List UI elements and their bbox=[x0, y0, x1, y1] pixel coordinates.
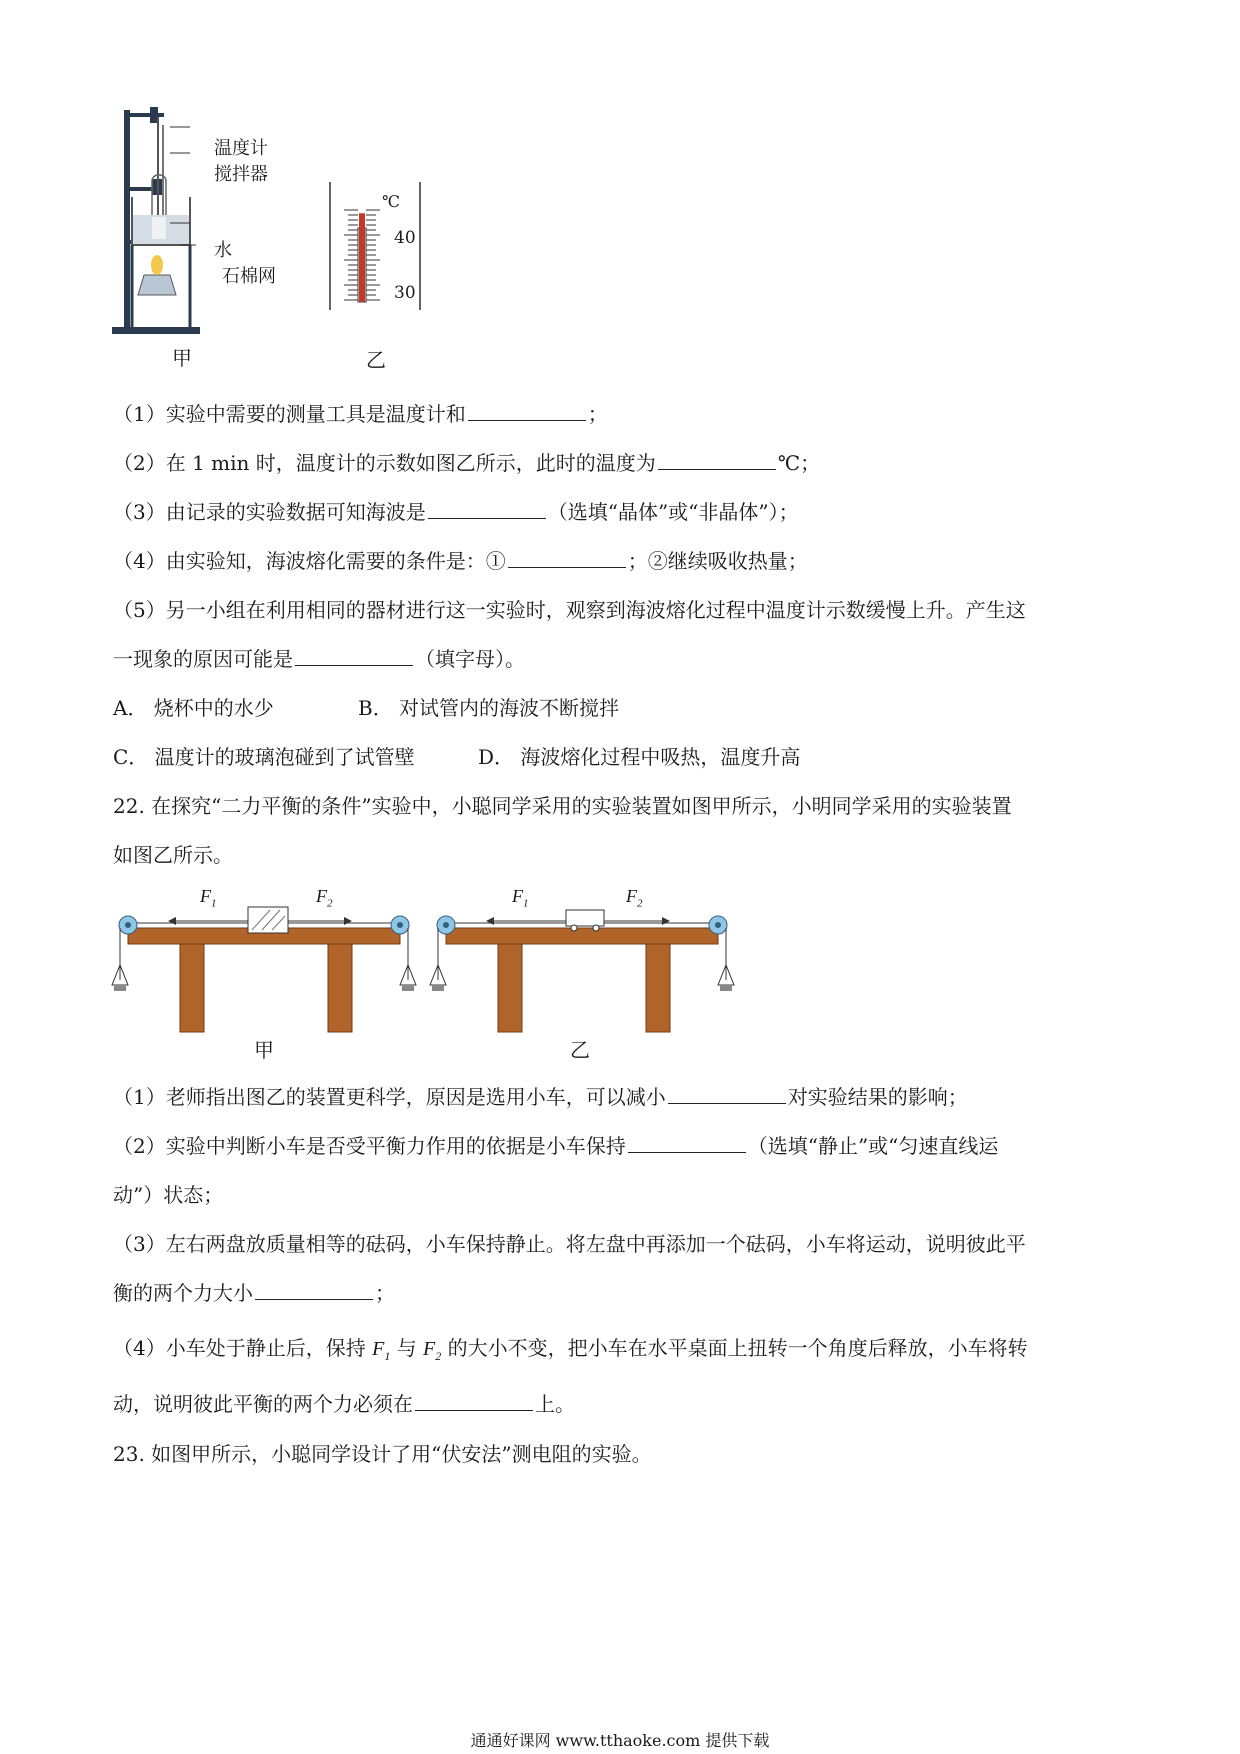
answer-blank[interactable] bbox=[658, 449, 776, 470]
q21-part5-line2: 一现象的原因可能是 （填字母）。 bbox=[113, 647, 525, 671]
q22-part2: （2）实验中判断小车是否受平衡力作用的依据是小车保持 （选填“静止”或“匀速直线运 bbox=[113, 1134, 999, 1158]
answer-blank[interactable] bbox=[468, 400, 586, 421]
q22-intro-line2: 如图乙所示。 bbox=[113, 843, 233, 867]
answer-blank[interactable] bbox=[508, 547, 626, 568]
label-stirrer: 搅拌器 bbox=[214, 164, 268, 185]
answer-blank[interactable] bbox=[668, 1083, 786, 1104]
q22-intro-line1: 22. 在探究“二力平衡的条件”实验中，小聪同学采用的实验装置如图甲所示，小明同学采用的实验装置 bbox=[113, 794, 1012, 818]
scale-tick-30: 30 bbox=[394, 283, 416, 303]
force-label-f1: $F_1$ bbox=[200, 886, 217, 910]
scale-unit-label: ℃ bbox=[382, 192, 400, 211]
answer-blank[interactable] bbox=[415, 1390, 533, 1411]
scale-tick-40: 40 bbox=[394, 228, 416, 248]
q21-part3: （3）由记录的实验数据可知海波是 （选填“晶体”或“非晶体”）； bbox=[113, 500, 799, 524]
answer-blank[interactable] bbox=[628, 1132, 746, 1153]
answer-blank[interactable] bbox=[255, 1279, 373, 1300]
answer-blank[interactable] bbox=[428, 498, 546, 519]
force-label-f2-b: $F_2$ bbox=[626, 886, 643, 910]
page-footer: 通通好课网 www.tthaoke.com 提供下载 bbox=[470, 1731, 770, 1750]
q22-part1: （1）老师指出图乙的装置更科学，原因是选用小车，可以减小 对实验结果的影响； bbox=[113, 1085, 968, 1109]
q21-option-b: B． 对试管内的海波不断搅拌 bbox=[358, 696, 620, 720]
balance-table-figure-a bbox=[110, 880, 420, 1035]
figure2-caption-a: 甲 bbox=[254, 1038, 274, 1062]
q22-part3-line2: 衡的两个力大小 ； bbox=[113, 1281, 395, 1305]
q22-part2-line2: 动”）状态； bbox=[113, 1183, 224, 1207]
label-asbestos-net: 石棉网 bbox=[222, 266, 276, 287]
force-label-f1-b: $F_1$ bbox=[512, 886, 529, 910]
q21-part5-line1: （5）另一小组在利用相同的器材进行这一实验时，观察到海波熔化过程中温度计示数缓慢上升。产生这 bbox=[113, 598, 1026, 622]
q21-part1: （1）实验中需要的测量工具是温度计和 ； bbox=[113, 402, 608, 426]
q21-part2: （2）在 1 min 时，温度计的示数如图乙所示，此时的温度为 ℃； bbox=[113, 451, 821, 475]
balance-table-figure-b bbox=[428, 880, 738, 1035]
force-label-f2: $F_2$ bbox=[316, 886, 333, 910]
q21-option-d: D． 海波熔化过程中吸热，温度升高 bbox=[478, 745, 801, 769]
q21-option-c: C． 温度计的玻璃泡碰到了试管壁 bbox=[113, 745, 415, 769]
figure2-caption-b: 乙 bbox=[570, 1038, 590, 1062]
label-thermometer: 温度计 bbox=[214, 138, 268, 159]
figure1-caption-b: 乙 bbox=[366, 348, 386, 372]
answer-blank[interactable] bbox=[295, 645, 413, 666]
q22-part3-line1: （3）左右两盘放质量相等的砝码，小车保持静止。将左盘中再添加一个砝码，小车将运动，说明彼此平 bbox=[113, 1232, 1026, 1256]
q23-text: 23. 如图甲所示，小聪同学设计了用“伏安法”测电阻的实验。 bbox=[113, 1442, 652, 1466]
q21-option-a: A． 烧杯中的水少 bbox=[113, 696, 274, 720]
label-water: 水 bbox=[214, 240, 232, 261]
figure1-caption-a: 甲 bbox=[172, 346, 192, 370]
q22-part4-line2: 动，说明彼此平衡的两个力必须在 上。 bbox=[113, 1392, 575, 1416]
q21-part4: （4）由实验知，海波熔化需要的条件是：① ；②继续吸收热量； bbox=[113, 549, 808, 573]
q22-part4-line1: （4）小车处于静止后，保持 $F_1$ 与 $F_2$ 的大小不变，把小车在水平桌面上扭转一个角度后释放，小车将转 bbox=[113, 1336, 1028, 1363]
